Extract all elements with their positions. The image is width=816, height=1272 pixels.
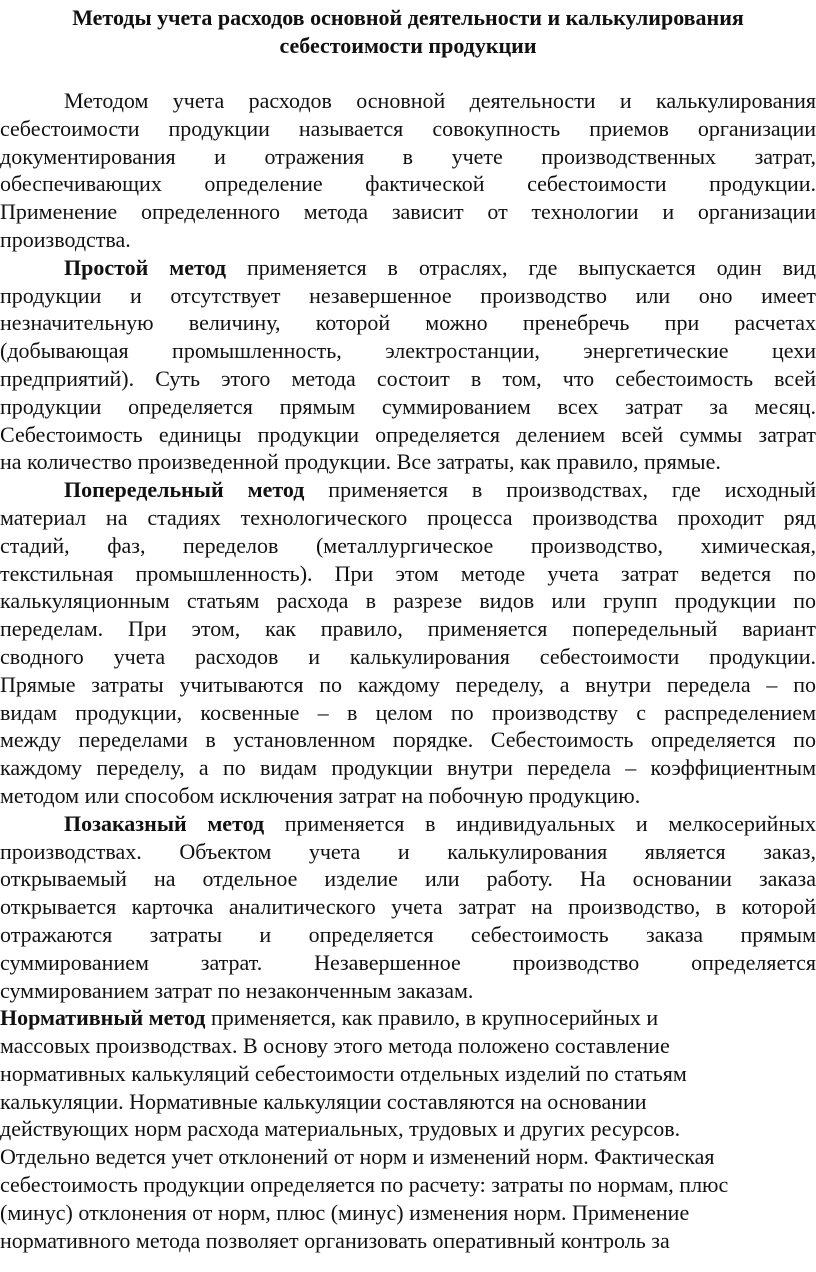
- text-line: каждому переделу, а по видам продукции внутри передела – коэффициентным: [0, 755, 816, 781]
- text-line: нормативного метода позволяет организовать оперативный контроль за: [0, 1227, 670, 1253]
- text-line: суммированием затрат по незаконченным заказам.: [0, 977, 474, 1003]
- text-line: обеспечивающих определение фактической себестоимости продукции.: [0, 171, 816, 197]
- term-job-order-method: Позаказный метод: [64, 810, 265, 836]
- text-line: продукции определяется прямым суммированием всех затрат за месяц.: [0, 393, 816, 419]
- text-line: калькуляции. Нормативные калькуляции составляются на основании: [0, 1088, 647, 1114]
- term-process-method: Попередельный метод: [64, 477, 305, 503]
- text-line: производствах. Объектом учета и калькулирования является заказ,: [0, 838, 816, 864]
- text-line: нормативных калькуляций себестоимости отдельных изделий по статьям: [0, 1060, 687, 1086]
- text-line: стадий, фаз, переделов (металлургическое производство, химическая,: [0, 532, 816, 558]
- text-line: себестоимость продукции определяется по расчету: затраты по нормам, плюс: [0, 1172, 729, 1198]
- paragraph-process-method: [0, 476, 816, 810]
- text-line: на количество произведенной продукции. Все затраты, как правило, прямые.: [0, 449, 721, 475]
- term-simple-method: Простой метод: [64, 254, 226, 280]
- text-line: [0, 476, 816, 504]
- text-line: массовых производствах. В основу этого метода положено составление: [0, 1033, 670, 1059]
- text-fragment: применяется, как правило, в крупносерийных и: [210, 1005, 659, 1031]
- text-line: открывается карточка аналитического учета затрат на производство, в которой: [0, 894, 816, 920]
- text-fragment: применяется в индивидуальных и мелкосерийных: [284, 810, 816, 836]
- text-line: себестоимости продукции называется совокупность приемов организации: [0, 115, 816, 141]
- paragraph-job-order-method: [0, 810, 816, 1005]
- text-line: [0, 1004, 816, 1032]
- text-line: переделам. При этом, как правило, применяется попередельный вариант: [0, 616, 816, 642]
- text-line: Методом учета расходов основной деятельности и калькулирования: [64, 88, 816, 113]
- text-line: калькуляционным статьям расхода в разрезе видов или групп продукции по: [0, 588, 816, 614]
- text-line: суммированием затрат. Незавершенное производство определяется: [0, 949, 816, 975]
- text-line: методом или способом исключения затрат на побочную продукцию.: [0, 782, 641, 808]
- text-line: документирования и отражения в учете производственных затрат,: [0, 143, 816, 169]
- text-line: производства.: [0, 226, 131, 252]
- text-line: [0, 254, 816, 282]
- paragraph-normative-method: [0, 1004, 816, 1254]
- text-line: (минус) отклонения от норм, плюс (минус) изменения норм. Применение: [0, 1199, 690, 1225]
- text-line: отражаются затраты и определяется себестоимость заказа прямым: [0, 921, 816, 947]
- text-line: Отдельно ведется учет отклонений от норм и изменений норм. Фактическая: [0, 1144, 715, 1170]
- text-line: текстильная промышленность). При этом методе учета затрат ведется по: [0, 560, 816, 586]
- text-line: (добывающая промышленность, электростанции, энергетические цехи: [0, 338, 816, 364]
- title-line-2: себестоимости продукции: [279, 33, 537, 58]
- text-line: незначительную величину, которой можно пренебречь при расчетах: [0, 310, 816, 336]
- text-line: между переделами в установленном порядке. Себестоимость определяется по: [0, 727, 816, 753]
- text-line: [0, 810, 816, 838]
- text-line: сводного учета расходов и калькулирования себестоимости продукции.: [0, 643, 816, 669]
- text-fragment: применяется в производствах, где исходный: [328, 477, 816, 503]
- text-line: Себестоимость единицы продукции определяется делением всей суммы затрат: [0, 421, 816, 447]
- paragraph-intro: [0, 87, 816, 254]
- text-line: Применение определенного метода зависит от технологии и организации: [0, 199, 816, 225]
- text-line: действующих норм расхода материальных, трудовых и других ресурсов.: [0, 1116, 681, 1142]
- paragraph-simple-method: [0, 254, 816, 476]
- text-line: Прямые затраты учитываются по каждому переделу, а внутри передела – по: [0, 671, 816, 697]
- document-title: [0, 4, 816, 60]
- title-line-1: Методы учета расходов основной деятельности и калькулирования: [72, 5, 744, 30]
- text-line: видам продукции, косвенные – в целом по производству с распределением: [0, 699, 816, 725]
- text-fragment: применяется в отраслях, где выпускается один вид: [246, 254, 816, 280]
- text-line: открываемый на отдельное изделие или работу. На основании заказа: [0, 866, 816, 892]
- text-line: продукции и отсутствует незавершенное производство или оно имеет: [0, 282, 816, 308]
- text-line: материал на стадиях технологического процесса производства проходит ряд: [0, 504, 816, 530]
- term-normative-method: Нормативный метод: [0, 1005, 206, 1031]
- text-line: предприятий). Суть этого метода состоит в том, что себестоимость всей: [0, 365, 816, 391]
- document-body: [0, 87, 816, 1254]
